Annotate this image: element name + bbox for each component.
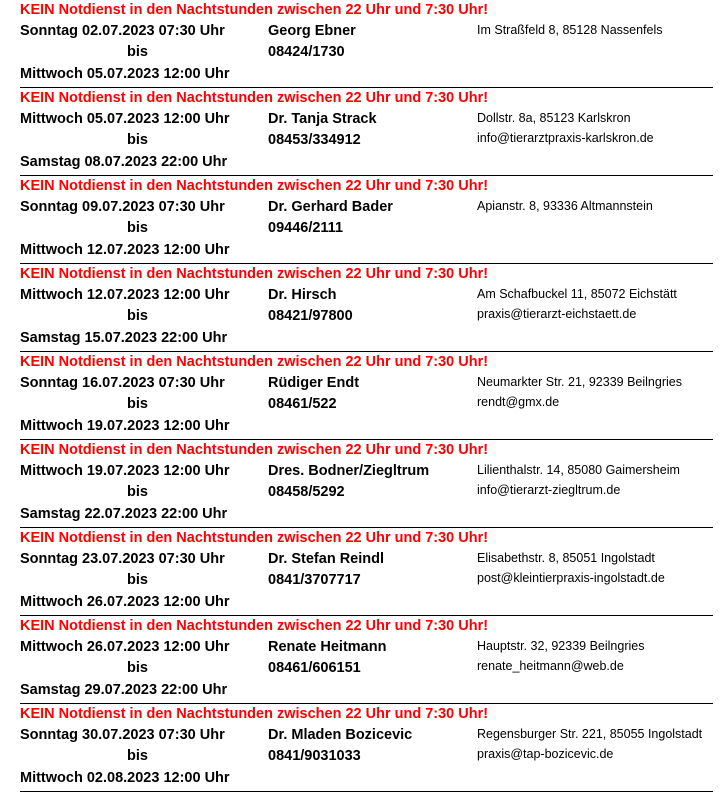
start-datetime: Mittwoch 26.07.2023 12:00 Uhr: [20, 639, 230, 655]
end-datetime: Mittwoch 26.07.2023 12:00 Uhr: [20, 594, 230, 610]
schedule-entry: [0, 88, 720, 176]
schedule-entry: [0, 0, 720, 88]
until-label: bis: [127, 308, 148, 324]
start-datetime: Mittwoch 19.07.2023 12:00 Uhr: [20, 463, 230, 479]
vet-address: Im Straßfeld 8, 85128 Nassenfels: [477, 23, 663, 37]
vet-phone: 08453/334912: [268, 132, 361, 148]
vet-address: Apianstr. 8, 93336 Altmannstein: [477, 199, 653, 213]
schedule-entry: [0, 352, 720, 440]
vet-name: Dr. Stefan Reindl: [268, 551, 385, 567]
vet-name: Georg Ebner: [268, 23, 356, 39]
night-warning: KEIN Notdienst in den Nachtstunden zwischen 22 Uhr und 7:30 Uhr!: [20, 354, 489, 370]
vet-email[interactable]: praxis@tap-bozicevic.de: [477, 747, 614, 761]
vet-email[interactable]: renate_heitmann@web.de: [477, 659, 624, 673]
night-warning: KEIN Notdienst in den Nachtstunden zwischen 22 Uhr und 7:30 Uhr!: [20, 618, 489, 634]
entry-divider: [20, 791, 713, 792]
vet-phone: 09446/2111: [268, 220, 344, 236]
vet-phone: 08461/606151: [268, 660, 361, 676]
end-datetime: Mittwoch 05.07.2023 12:00 Uhr: [20, 66, 230, 82]
night-warning: KEIN Notdienst in den Nachtstunden zwischen 22 Uhr und 7:30 Uhr!: [20, 2, 489, 18]
vet-email[interactable]: info@tierarzt-ziegltrum.de: [477, 483, 621, 497]
start-datetime: Sonntag 09.07.2023 07:30 Uhr: [20, 199, 225, 215]
vet-phone: 08421/97800: [268, 308, 353, 324]
end-datetime: Samstag 08.07.2023 22:00 Uhr: [20, 154, 228, 170]
vet-name: Renate Heitmann: [268, 639, 387, 655]
vet-name: Rüdiger Endt: [268, 375, 360, 391]
vet-name: Dres. Bodner/Ziegltrum: [268, 463, 430, 479]
until-label: bis: [127, 132, 148, 148]
night-warning: KEIN Notdienst in den Nachtstunden zwischen 22 Uhr und 7:30 Uhr!: [20, 706, 489, 722]
vet-address: Neumarkter Str. 21, 92339 Beilngries: [477, 375, 682, 389]
schedule-entry: [0, 528, 720, 616]
vet-name: Dr. Gerhard Bader: [268, 199, 393, 215]
until-label: bis: [127, 220, 148, 236]
schedule-entry: [0, 264, 720, 352]
until-label: bis: [127, 396, 148, 412]
end-datetime: Mittwoch 19.07.2023 12:00 Uhr: [20, 418, 230, 434]
vet-phone: 08424/1730: [268, 44, 345, 60]
end-datetime: Mittwoch 02.08.2023 12:00 Uhr: [20, 770, 230, 786]
night-warning: KEIN Notdienst in den Nachtstunden zwischen 22 Uhr und 7:30 Uhr!: [20, 90, 489, 106]
start-datetime: Sonntag 02.07.2023 07:30 Uhr: [20, 23, 225, 39]
until-label: bis: [127, 572, 148, 588]
schedule-entry: [0, 440, 720, 528]
start-datetime: Sonntag 30.07.2023 07:30 Uhr: [20, 727, 225, 743]
vet-address: Regensburger Str. 221, 85055 Ingolstadt: [477, 727, 703, 741]
until-label: bis: [127, 660, 148, 676]
vet-address: Hauptstr. 32, 92339 Beilngries: [477, 639, 645, 653]
until-label: bis: [127, 44, 148, 60]
vet-address: Dollstr. 8a, 85123 Karlskron: [477, 111, 631, 125]
schedule-entry: [0, 704, 720, 792]
vet-name: Dr. Mladen Bozicevic: [268, 727, 413, 743]
start-datetime: Sonntag 16.07.2023 07:30 Uhr: [20, 375, 225, 391]
vet-email[interactable]: post@kleintierpraxis-ingolstadt.de: [477, 571, 665, 585]
end-datetime: Samstag 29.07.2023 22:00 Uhr: [20, 682, 228, 698]
vet-address: Lilienthalstr. 14, 85080 Gaimersheim: [477, 463, 680, 477]
vet-name: Dr. Tanja Strack: [268, 111, 377, 127]
start-datetime: Mittwoch 12.07.2023 12:00 Uhr: [20, 287, 230, 303]
vet-email[interactable]: rendt@gmx.de: [477, 395, 560, 409]
night-warning: KEIN Notdienst in den Nachtstunden zwischen 22 Uhr und 7:30 Uhr!: [20, 266, 489, 282]
until-label: bis: [127, 748, 148, 764]
vet-email[interactable]: info@tierarztpraxis-karlskron.de: [477, 131, 654, 145]
until-label: bis: [127, 484, 148, 500]
start-datetime: Sonntag 23.07.2023 07:30 Uhr: [20, 551, 225, 567]
end-datetime: Samstag 15.07.2023 22:00 Uhr: [20, 330, 228, 346]
vet-email[interactable]: praxis@tierarzt-eichstaett.de: [477, 307, 637, 321]
vet-phone: 0841/9031033: [268, 748, 361, 764]
vet-address: Elisabethstr. 8, 85051 Ingolstadt: [477, 551, 655, 565]
vet-phone: 08461/522: [268, 396, 337, 412]
night-warning: KEIN Notdienst in den Nachtstunden zwischen 22 Uhr und 7:30 Uhr!: [20, 530, 489, 546]
schedule-entry: [0, 176, 720, 264]
end-datetime: Mittwoch 12.07.2023 12:00 Uhr: [20, 242, 230, 258]
vet-phone: 08458/5292: [268, 484, 345, 500]
schedule-entry: [0, 616, 720, 704]
vet-address: Am Schafbuckel 11, 85072 Eichstätt: [477, 287, 677, 301]
vet-phone: 0841/3707717: [268, 572, 361, 588]
start-datetime: Mittwoch 05.07.2023 12:00 Uhr: [20, 111, 230, 127]
night-warning: KEIN Notdienst in den Nachtstunden zwischen 22 Uhr und 7:30 Uhr!: [20, 178, 489, 194]
end-datetime: Samstag 22.07.2023 22:00 Uhr: [20, 506, 228, 522]
vet-name: Dr. Hirsch: [268, 287, 337, 303]
night-warning: KEIN Notdienst in den Nachtstunden zwischen 22 Uhr und 7:30 Uhr!: [20, 442, 489, 458]
